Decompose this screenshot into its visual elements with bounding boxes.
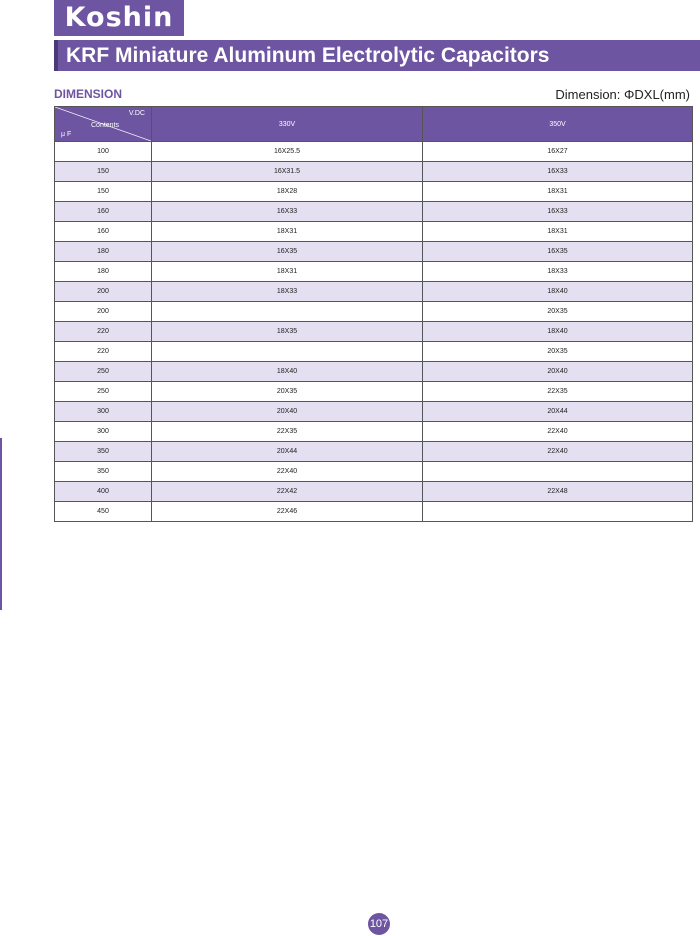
dimension-330v-cell: 18X33 [152,282,423,302]
capacitance-cell: 220 [55,322,152,342]
dimension-350v-cell: 22X48 [423,482,693,502]
dimension-note: Dimension: ΦDXL(mm) [555,87,690,102]
dimension-330v-cell: 18X35 [152,322,423,342]
capacitance-cell: 200 [55,302,152,322]
dimension-330v-cell [152,342,423,362]
dimension-330v-cell [152,302,423,322]
capacitance-cell: 350 [55,442,152,462]
capacitance-cell: 400 [55,482,152,502]
dimension-330v-cell: 20X40 [152,402,423,422]
table-row [55,262,693,282]
dimension-330v-cell: 22X35 [152,422,423,442]
page-number: 107 [368,913,390,935]
dimension-350v-cell: 18X31 [423,222,693,242]
table-row [55,342,693,362]
table-header-row [55,107,693,142]
table-row [55,402,693,422]
uf-label: μ F [61,131,72,138]
table-row [55,482,693,502]
table-row [55,442,693,462]
dimension-330v-cell: 18X31 [152,222,423,242]
table-row [55,462,693,482]
dimension-table [54,106,693,522]
dimension-330v-cell: 18X28 [152,182,423,202]
capacitance-cell: 160 [55,222,152,242]
vdc-label: V.DC [128,110,145,117]
dimension-330v-cell: 18X40 [152,362,423,382]
table-row [55,302,693,322]
dimension-330v-cell: 22X46 [152,502,423,522]
section-heading: DIMENSION [54,87,123,101]
capacitance-cell: 250 [55,382,152,402]
capacitance-cell: 100 [55,142,152,162]
capacitance-cell: 180 [55,242,152,262]
dimension-350v-cell: 16X33 [423,162,693,182]
dimension-350v-cell: 18X31 [423,182,693,202]
capacitance-cell: 300 [55,402,152,422]
table-row [55,242,693,262]
dimension-330v-cell: 16X33 [152,202,423,222]
dimension-350v-cell: 18X40 [423,322,693,342]
dimension-350v-cell: 16X27 [423,142,693,162]
dimension-350v-cell: 18X40 [423,282,693,302]
table-row [55,222,693,242]
table-row [55,282,693,302]
capacitance-cell: 300 [55,422,152,442]
table-row [55,202,693,222]
capacitance-cell: 150 [55,162,152,182]
capacitance-cell: 350 [55,462,152,482]
dimension-350v-cell: 22X40 [423,422,693,442]
dimension-350v-cell: 20X35 [423,302,693,322]
dimension-350v-cell: 22X40 [423,442,693,462]
contents-label: Contents [91,122,120,129]
dimension-350v-cell: 16X35 [423,242,693,262]
dimension-350v-cell: 22X35 [423,382,693,402]
column-header-330v: 330V [152,107,423,142]
capacitance-cell: 160 [55,202,152,222]
capacitance-cell: 250 [55,362,152,382]
dimension-350v-cell: 18X33 [423,262,693,282]
dimension-330v-cell: 20X44 [152,442,423,462]
margin-rule [0,438,2,610]
dimension-330v-cell: 16X25.5 [152,142,423,162]
dimension-350v-cell: 20X44 [423,402,693,422]
dimension-350v-cell: 20X40 [423,362,693,382]
dimension-350v-cell [423,502,693,522]
dimension-330v-cell: 20X35 [152,382,423,402]
capacitance-cell: 450 [55,502,152,522]
table-row [55,142,693,162]
header-corner-cell [55,107,152,142]
table-row [55,502,693,522]
dimension-350v-cell: 20X35 [423,342,693,362]
page-title: KRF Miniature Aluminum Electrolytic Capacitors [54,40,700,71]
table-row [55,362,693,382]
dimension-330v-cell: 22X42 [152,482,423,502]
table-row [55,182,693,202]
capacitance-cell: 180 [55,262,152,282]
dimension-330v-cell: 16X35 [152,242,423,262]
table-row [55,162,693,182]
table-row [55,382,693,402]
brand-logo: Koshin [54,0,184,36]
capacitance-cell: 150 [55,182,152,202]
dimension-330v-cell: 18X31 [152,262,423,282]
dimension-350v-cell: 16X33 [423,202,693,222]
capacitance-cell: 200 [55,282,152,302]
dimension-330v-cell: 16X31.5 [152,162,423,182]
table-row [55,422,693,442]
dimension-350v-cell [423,462,693,482]
dimension-330v-cell: 22X40 [152,462,423,482]
table-row [55,322,693,342]
capacitance-cell: 220 [55,342,152,362]
column-header-350v: 350V [423,107,693,142]
